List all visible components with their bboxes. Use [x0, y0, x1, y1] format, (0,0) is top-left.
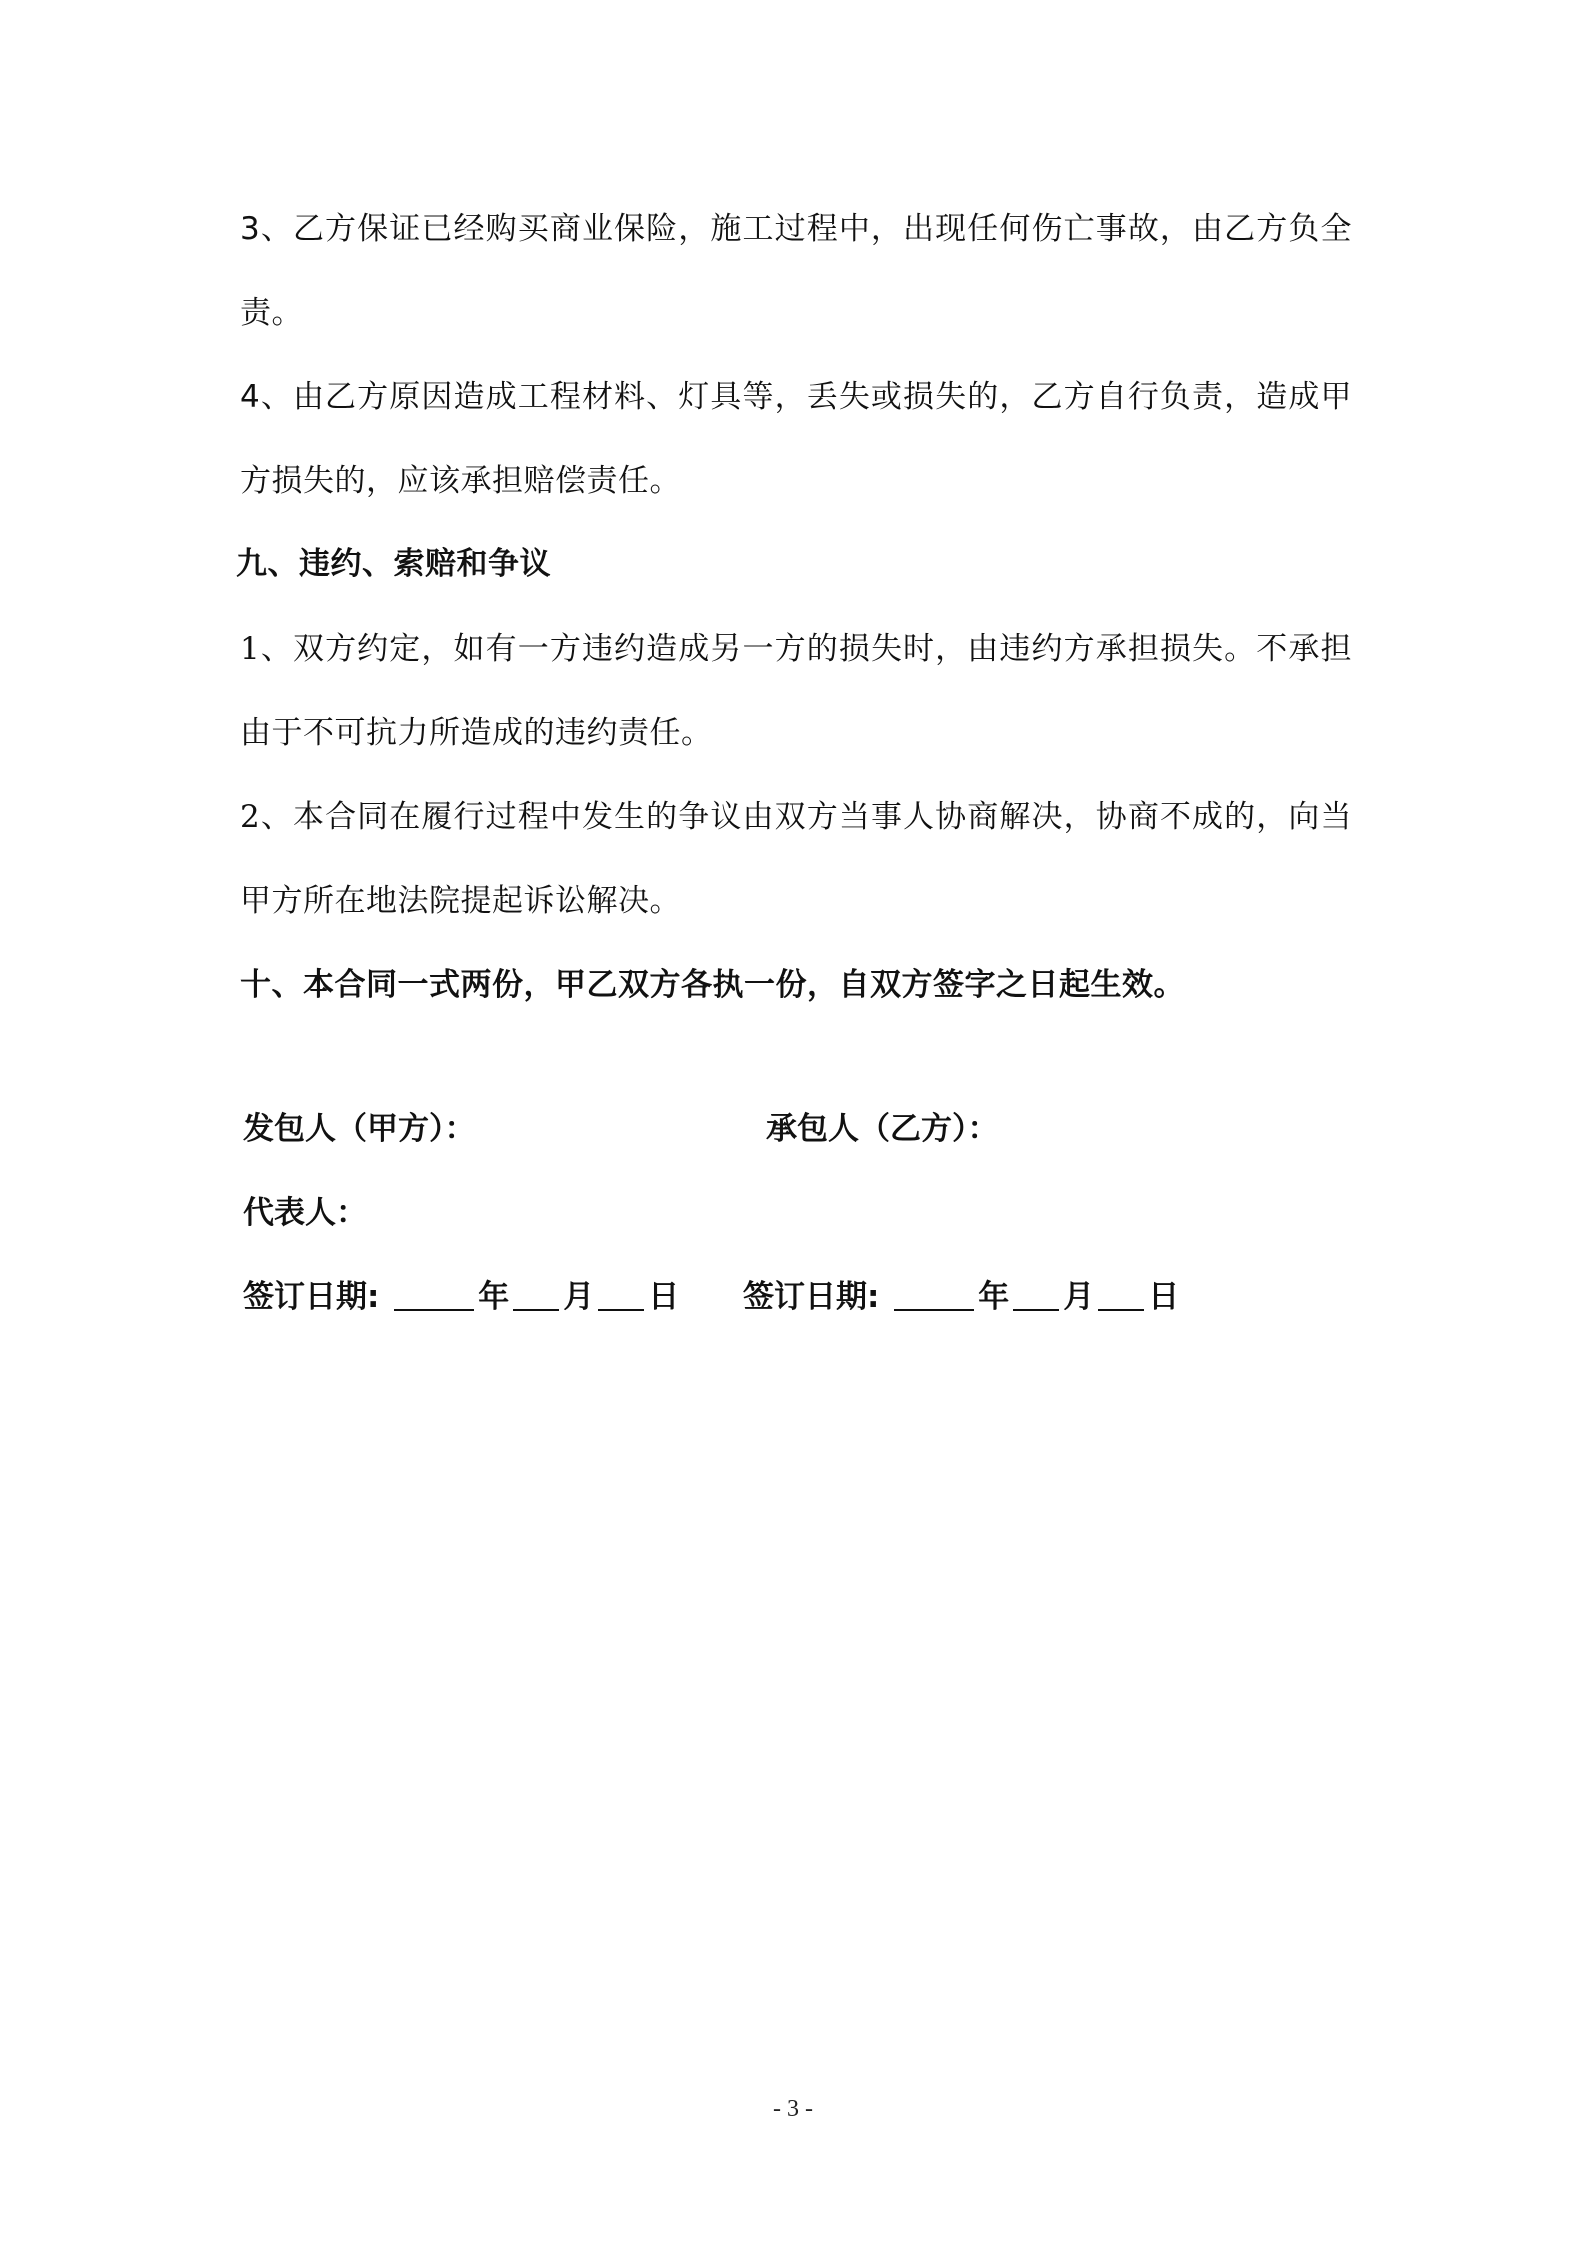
clause-4-line-1: 4、由乙方原因造成工程材料、灯具等，丢失或损失的，乙方自行负责，造成甲: [240, 379, 1352, 415]
month-label: 月: [1063, 1279, 1095, 1315]
section-9-item-1-line-1: [240, 628, 1352, 670]
clause-4-line-2: 方损失的，应该承担赔偿责任。: [240, 463, 681, 499]
year-label: 年: [478, 1279, 510, 1315]
year-blank[interactable]: [894, 1279, 974, 1311]
day-label: 日: [648, 1279, 680, 1315]
year-blank[interactable]: [394, 1279, 474, 1311]
section-9-item-2-line-2: 甲方所在地法院提起诉讼解决。: [240, 883, 681, 919]
section-10-text: 十、本合同一式两份，甲乙双方各执一份，自双方签字之日起生效。: [240, 967, 1185, 1003]
month-label: 月: [563, 1279, 595, 1315]
party-b-label: 承包人（乙方）：: [766, 1111, 999, 1147]
section-9-item-1-text: 、双方约定，如有一方违约造成另一方的损失时，由违约方承担损失。不承担: [260, 631, 1352, 667]
clause-3-line-1: 3、乙方保证已经购买商业保险，施工过程中，出现任何伤亡事故，由乙方负全: [240, 211, 1352, 247]
party-a-sign-date: [243, 1276, 679, 1318]
party-b-sign-date: [743, 1276, 1179, 1318]
day-blank[interactable]: [1098, 1279, 1144, 1311]
year-label: 年: [978, 1279, 1010, 1315]
day-blank[interactable]: [598, 1279, 644, 1311]
clause-3-line-2: 责。: [240, 295, 303, 331]
month-blank[interactable]: [513, 1279, 559, 1311]
section-9-item-2-number: 2: [240, 799, 261, 835]
section-9-item-2-line-1: [240, 796, 1352, 838]
month-blank[interactable]: [1013, 1279, 1059, 1311]
party-a-label: 发包人（甲方）：: [243, 1111, 476, 1147]
section-9-item-1-number: 1: [240, 631, 261, 667]
date-label: 签订日期:: [743, 1279, 880, 1315]
day-label: 日: [1148, 1279, 1180, 1315]
representative-label: 代表人：: [243, 1195, 367, 1231]
page-number: - 3 -: [773, 2096, 813, 2122]
date-label: 签订日期:: [243, 1279, 380, 1315]
section-9-heading: 九、违约、索赔和争议: [236, 546, 551, 582]
section-9-item-2-text: 、本合同在履行过程中发生的争议由双方当事人协商解决，协商不成的，向当: [260, 799, 1352, 835]
section-9-item-1-line-2: 由于不可抗力所造成的违约责任。: [240, 715, 713, 751]
